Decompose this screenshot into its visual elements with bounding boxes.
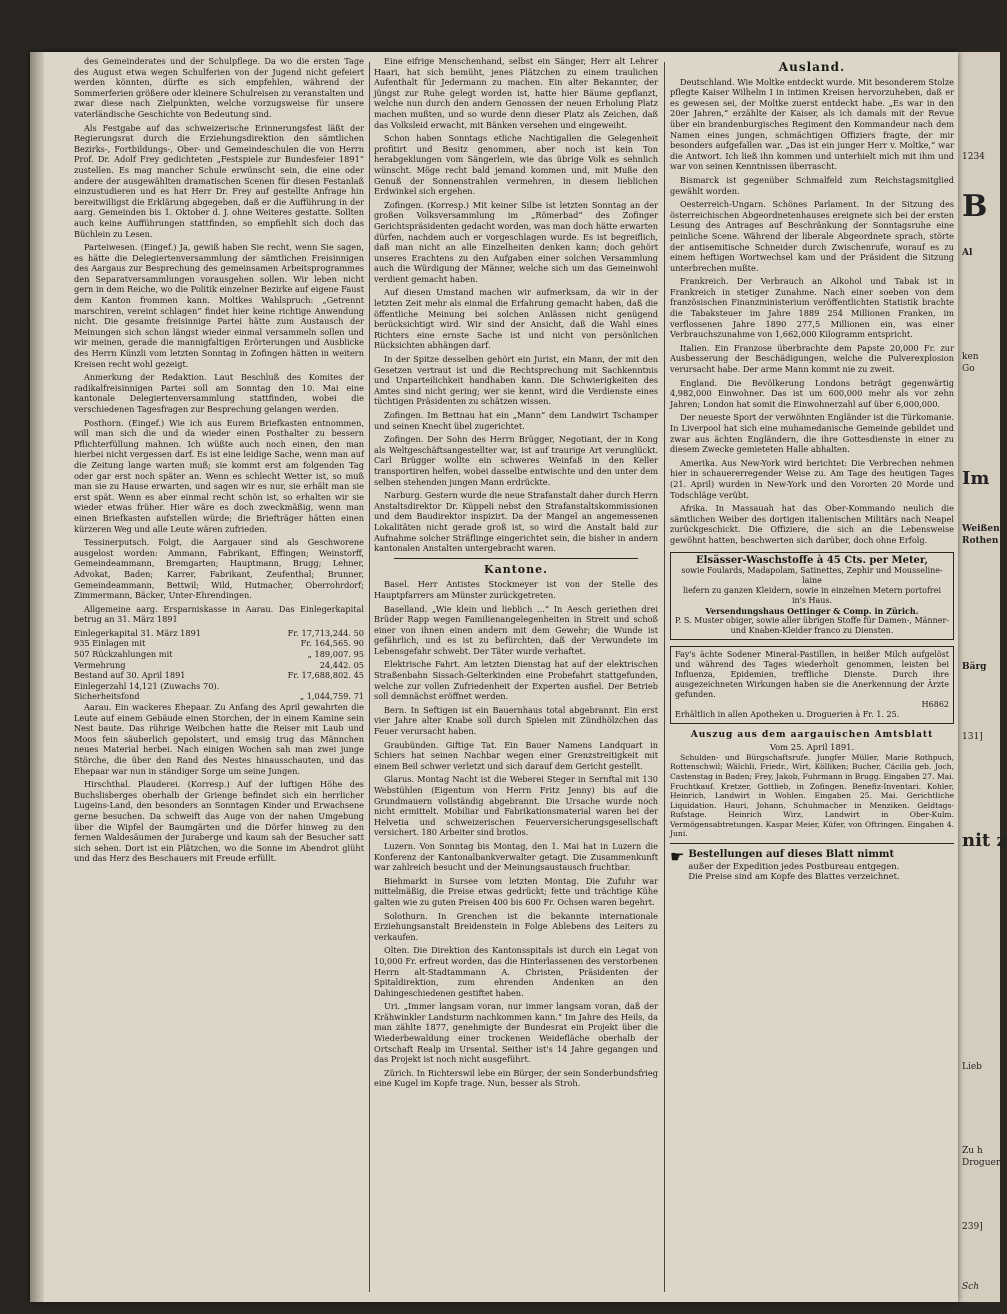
notice-line: außer der Expedition jedes Postbureau entgegen. [688, 860, 900, 871]
adjacent-text: Bärg [962, 662, 987, 672]
adjacent-text: Im [962, 468, 990, 489]
ad-line: sowie Foulards, Madapolam, Satinettes, Zephir und Mousseline-laine [681, 565, 943, 585]
article-paragraph: Glarus. Montag Nacht ist die Weberei Steger in Sernftal mit 130 Webstühlen (Eigentum von Herrn Fritz Jenny) bis auf die Grundmauern vollständig abgebrannt. Die Ursache wurde noch nicht ermittelt. Mobiliar und Fabrikationsmaterial waren bei der Helvetia und schweizerischen Feuerversicherungsgesellschaft versichert. 180 Arbeiter sind brotlos. [374, 774, 658, 838]
column-rule [369, 62, 370, 1292]
adjacent-text: B [962, 189, 988, 224]
article-paragraph: Eine eifrige Menschenhand, selbst ein Sänger, Herr alt Lehrer Haari, hat sich bemüht, jenes Plätzchen zu einem traulichen Aufenthalt für Jedermann zu machen. Ein alter Bekannter, der jüngst zur Ruhe gelegt worden ist, hatte hier Bäume gepflanzt, welche nun durch den andern Genossen der neuen Erholung Platz machen mußten, und so wurde denn dieser Platz als Zeichen, daß das Volksleid erwacht, mit Bänken versehen und eingeweiht. [374, 56, 658, 130]
savings-bank-table [74, 628, 364, 702]
ad-title: Elsässer-Waschstoffe à 45 Cts. per Meter, [696, 554, 928, 566]
article-paragraph: Hirschthal. Plauderei. (Korresp.) Auf der luftigen Höhe des Buchslisberges oberhalb der Grienge befindet sich ein herrlicher Lugeins-Land, den besonders an Sonntagen Kinder und Erwachsene gerne besuchen. Da schweift das Auge von der nahen Umgebung über die Wipfel der Baumgärten und die Dörfer hinweg zu den fernen Waldesäumen der Juraberge und kaum sah der Besucher satt sich sehen. Dort ist ein Plätzchen, wo die Sonne im Abendrot glüht und das Herz des Beschauers mit Freude erfüllt. [74, 779, 364, 864]
article-paragraph: Olten. Die Direktion des Kantonsspitals ist durch ein Legat von 10,000 Fr. erfreut worden, das die Hinterlassenen des verstorbenen Herrn alt-Stadtammann A. Christen, Präsidenten der Spitaldirektion, zum ehrenden Andenken an den Dahingeschiedenen gestiftet haben. [374, 945, 658, 998]
amtsblatt-text: Schulden- und Bürgschaftsrufe. Jungfer Müller, Marie Rothpuch, Rottenschwil; Wälchli, Friedr., Wirt, Kölliken; Bucher, Cäcilia geb. Joch, Castenstag in Baden; Frey, Jakob, Fuhrmann in Brugg. Eingaben 27. Mai. Fruchtkauf. Kretzer, Gottlieb, in Zofingen. Benefiz-Inventari. Kohler, Heinrich, Landwirt in Wohlen. Eingaben 25. Mai. Gerichtliche Liquidation. Hauri, Johann, Schuhmacher in Menziken. Geldtags-Rufstage. Heinrich Wirz, Landwirt in Ober-Kulm. Vermögensabtretungen. Kaspar Meier, Küfer, von Oftringen. Eingaben 4. Juni. [670, 752, 954, 839]
article-paragraph: Amerika. Aus New-York wird berichtet: Die Verbrechen nehmen hier in schauererregender Weise zu. Am Tage des heutigen Tages (21. April) wurden in New-York und den Vororten 20 Morde und Todschläge verübt. [670, 457, 954, 500]
adjacent-text: 239] [962, 1222, 983, 1232]
adjacent-text: Weißen [962, 524, 1000, 534]
article-paragraph: Zürich. In Richterswil lebe ein Bürger, der sein Sonderbundsfrieg eine Kugel im Kopfe trage. Nun, besser als Stroh. [374, 1067, 658, 1089]
article-paragraph: Tessinerputsch. Folgt, die Aargauer sind als Geschworene ausgelost worden: Ammann, Fabrikant, Effingen; Weinstorff, Gemeindeammann, Bremgarten; Hauptmann, Brugg; Lehner, Advokat, Baden; Karrer, Fabrikant, Zeufenthal; Brunner, Gemeindeammann, Bettwil; Wild, Hutmacher, Oberrohrdorf; Zimmermann, Bäcker, Unter-Ehrendingen. [74, 537, 364, 601]
article-paragraph: Zofingen. Der Sohn des Herrn Brügger, Negotiant, der in Kong als Weltgeschäftsangestellter war, ist auf traurige Art verunglückt. Carl Brügger wollte ein schweres Weinfaß in den Keller transportiren helfen, wobei dasselbe entwischte und den unter dem selben stehenden jungen Mann erdrückte. [374, 434, 658, 487]
table-row: Einlegerzahl 14,121 (Zuwachs 70). [74, 680, 220, 691]
article-paragraph: Italien. Ein Franzose überbrachte dem Papste 20,000 Fr. zur Ausbesserung der Beschädigungen, welche die Pulverexplosion verursacht habe. Der arme Mann kommt nie zu zweit. [670, 342, 954, 375]
article-paragraph: England. Die Bevölkerung Londons beträgt gegenwärtig 4,982,000 Einwohner. Das ist um 600,000 mehr als vor zehn Jahren; London hat somit die Einwohnerzahl auf über 6,000,000. [670, 377, 954, 409]
article-paragraph: Als Festgabe auf das schweizerische Erinnerungsfest läßt der Regierungsrat durch die Erziehungsdirektion den sämtlichen Bezirks-, Fortbildungs-, Ober- und Gemeindeschulen die von Herrn Prof. Dr. Adolf Frey gedichteten „Festspiele zur Bundesfeier 1891“ zustellen. Es mag mancher Schule erwünscht sein, die eine oder andere der ausgewählten dramatischen Scenen für diesen Festanlaß einzustudieren und es hat Herr Dr. Frey auf gestellte Anfrage hin bereitwilligst die Erklärung abgegeben, daß er die Aufführung in der aarg. Gemeinden bis 1. Oktober d. J. ohne Weiteres gestatte. Sollten auch keine Aufführungen stattfinden, so empfiehlt sich doch das Büchlein zu Lesen. [74, 122, 364, 239]
page-fold-shadow [30, 52, 44, 1302]
section-heading-ausland: Ausland. [778, 60, 846, 74]
table-row: Einlegerkapital 31. März 1891 Fr. 17,713,244. 50 [74, 627, 364, 638]
table-row: Sicherheitsfond „ 1,044,759. 71 [74, 691, 364, 702]
article-paragraph: Zofingen. (Korresp.) Mit keiner Silbe ist letzten Sonntag an der großen Volksversammlung im „Römerbad“ des Zofinger Gerichtspräsidenten gedacht worden, was man doch hätte erwarten dürfen, nachdem auch er vorgeschlagen wurde. Es ist begreiflich, daß man nicht an alle Einzelheiten denken kann; doch gehört unseres Erachtens zu den Aufgaben einer solchen Versammlung auch die Würdigung der Männer, welche sich um das Gemeinwohl verdient gemacht haben. [374, 199, 658, 284]
article-paragraph: Baselland. „Wie klein und lieblich ...“ In Aesch geriethen drei Brüder Rapp wegen Familienangelegenheiten in Streit und schoß einer von ihnen einen andern mit dem Gewehr; die Wunde ist gefährlich, und es ist zu befürchten, daß der Verwundete im Lebensgefahr schwebt. Der Täter wurde verhaftet. [374, 603, 658, 656]
adjacent-text: 1234 [962, 152, 985, 162]
article-paragraph: In der Spitze desselben gehört ein Jurist, ein Mann, der mit den Gesetzen vertraut ist und die Rechtsprechung mit Sachkenntnis und Unparteilichkeit handhaben kann. Die Schwierigkeiten des Amtes sind nicht gering; wer sie kennt, wird die Verdienste eines tüchtigen Präsidenten zu schätzen wissen. [374, 354, 658, 407]
amtsblatt-title: Auszug aus dem aargauischen Amtsblatt [690, 729, 934, 740]
article-paragraph: Parteiwesen. (Eingef.) Ja, gewiß haben Sie recht, wenn Sie sagen, es hätte die Delegiertenversammlung der sämtlichen Freisinnigen des Aargaus zur Besprechung des gemeinsamen Arbeitsprogrammes den Separatversammlungen vorausgehen sollen. Wir leben nicht gern in dem Reiche, wo die Politik einzelner Bezirke auf eigene Faust dem Kanton frommen kann. Moltkes Wahlspruch: „Getrennt marschiren, vereint schlagen“ findet hier keine richtige Anwendung nicht. Die gesamte freisinnige Partei hätte zum Austausch der Meinungen sich schon längst wieder einmal versammeln sollen und wir meinen, gerade die mannigfaltigen Erörterungen und Ausblicke des Herrn Künzli vom letzten Sonntag in Zofingen hätten in weitern Kreisen recht wohl gezeigt. [74, 242, 364, 369]
notice-line: Die Preise sind am Kopfe des Blattes verzeichnet. [688, 871, 900, 882]
adjacent-text: Al [962, 248, 973, 258]
section-heading-kantone: Kantone. [484, 562, 548, 576]
amtsblatt-date: Vom 25. April 1891. [769, 742, 855, 753]
column-3 [670, 56, 954, 1296]
article-paragraph: Solothurn. In Grenchen ist die bekannte internationale Erziehungsanstalt Breidenstein in Folge Ablebens des Leiters zu verkaufen. [374, 910, 658, 942]
column-rule [664, 62, 665, 1292]
article-paragraph: Basel. Herr Antistes Stockmeyer ist von der Stelle des Hauptpfarrers am Münster zurückgetreten. [374, 579, 658, 600]
advertisement-waschstoffe [670, 552, 954, 640]
article-paragraph: Luzern. Von Sonntag bis Montag, den 1. Mai hat in Luzern die Konferenz der Kantonalbankverwalter getagt. Die Zusammenkunft war zahlreich besucht und der Meinungsaustausch fruchtbar. [374, 840, 658, 873]
article-paragraph: Narburg. Gestern wurde die neue Strafanstalt daher durch Herrn Anstaltsdirektor Dr. Küppeli nebst den Strafanstaltskommissionen und dem Baudirektor inspizirt. Da der Mangel an angemessenen Lokalitäten nicht gerade groß ist, so wird die Anstalt bald zur Aufnahme solcher Sträflinge eingerichtet sein, die bisher in andern kantonalen Anstalten untergebracht waren. [374, 490, 658, 554]
ad-line: Erhältlich in allen Apotheken u. Droguerien à Fr. 1. 25. [675, 709, 900, 719]
article-paragraph: Allgemeine aarg. Ersparniskasse in Aarau. Das Einlegerkapital betrug an 31. März 1891 [74, 603, 364, 625]
article-paragraph: Der neueste Sport der verwöhnten Engländer ist die Türkomanie. In Liverpool hat sich eine muhamedanische Gemeinde gebildet und zwar aus ächten Engländern, die ihre Gottesdienste in einer zu diesem Zwecke gemieteten Halle abhalten. [670, 412, 954, 455]
amtsblatt-excerpt [670, 730, 954, 840]
article-paragraph: Frankreich. Der Verbrauch an Alkohol und Tabak ist in Frankreich in stetiger Zunahme. Nach einer soeben von dem französischen Finanzministerium veröffentlichten Statistik brachte die Tabaksteuer im Jahre 1889 254 Millionen Franken, im verflossenen Jahre 1890 277,5 Millionen ein, was einer Verbrauchszunahme von 1,662,000 Kilogramm entspricht. [670, 276, 954, 340]
adjacent-text: Go [962, 364, 975, 374]
subscription-notice [670, 847, 954, 882]
article-paragraph: des Gemeinderates und der Schulpflege. Da wo die ersten Tage des August etwa wegen Schulferien von der Jugend nicht gefeiert werden könnten, dürfte es sich empfehlen, während der Sommerferien größere oder kleinere Schulreisen zu veranstalten und zwar diese nach Zielpunkten, welche vorzugsweise für unsere vaterländische Geschichte von Bedeutung sind. [74, 56, 364, 119]
article-paragraph: Uri. „Immer langsam voran, nur immer langsam voran, daß der Krähwinkler Landsturm nachkommen kann.“ Im Jahre des Heils, da man zählte 1877, genehmigte der Bundesrat ein Projekt über die Wiederbewaldung einer trockenen Weidefläche oberhalb der Ortschaft Realp im Ursental. Seither ist's 14 Jahre gegangen und das Projekt ist noch nicht ausgeführt. [374, 1001, 658, 1065]
column-2 [374, 56, 658, 1296]
adjacent-text: nit z [962, 830, 1007, 851]
section-divider [394, 558, 638, 559]
adjacent-page-strip [958, 52, 1007, 1302]
article-paragraph: Deutschland. Wie Moltke entdeckt wurde. Mit besonderem Stolze pflegte Kaiser Wilhelm I in intimen Kreisen hervorzuheben, daß er es gewesen sei, der Moltke zuerst entdeckt habe. „Es war in den 20er Jahren,“ erzählte der Kaiser, als ich damals mit der Revue über ein brandenburgisches Regiment den Kommandeur nach dem Namen eines jungen, schmächtigen Offiziers fragte, der mir besonders aufgefallen war. „Das ist ein junger Herr v. Moltke,“ war die Antwort. Ich ließ ihn kommen und unterhielt mich mit ihm und war von seinen Kenntnissen überrascht. [670, 76, 954, 172]
ad-text: Fay's ächte Sodener Mineral-Pastillen, in heißer Milch aufgelöst und während des Tages wiederholt genommen, leisten bei Influenza, Epidemien, treffliche Dienste. Durch ihre ausgezeichneten Wirkungen haben sie die Anerkennung der Ärzte gefunden. [675, 649, 949, 699]
article-paragraph: Bismarck ist gegenüber Schmalfeld zum Reichstagsmitglied gewählt worden. [670, 174, 954, 196]
ad-line: liefern zu ganzen Kleidern, sowie in einzelnen Metern portofrei in's Haus. [682, 585, 942, 605]
editor-note: Anmerkung der Redaktion. Laut Beschluß des Komites der radikalfreisinnigen Partei soll am Sonntag den 10. Mai eine kantonale Delegiertenversammlung stattfinden, wobei die verschiedenen Tagesfragen zur Besprechung gelangen werden. [74, 372, 364, 414]
article-paragraph: Bern. In Seftigen ist ein Bauernhaus total abgebrannt. Ein erst vier Jahre alter Knabe soll durch Spielen mit Zündhölzchen das Feuer verursacht haben. [374, 704, 658, 737]
article-paragraph: Afrika. In Massauah hat das Ober-Kommando neulich die sämtlichen Weiber des dortigen italienischen Militärs nach Neapel zurückgeschickt. Die Offiziere, die sich an die Lebensweise gewöhnt hatten, beschwerten sich darüber, doch ohne Erfolg. [670, 503, 954, 545]
article-paragraph: Zofingen. Im Bettnau hat ein „Mann“ dem Landwirt Tschamper und seinen Knecht übel zugerichtet. [374, 410, 658, 431]
adjacent-text: Lieb [962, 1062, 982, 1072]
adjacent-text: Sch [962, 1282, 980, 1292]
article-paragraph: Elektrische Fahrt. Am letzten Dienstag hat auf der elektrischen Straßenbahn Sissach-Gelterkinden eine Probefahrt stattgefunden, welche zur vollen Zufriedenheit der Experten ausfiel. Der Betrieb soll demnächst eröffnet werden. [374, 659, 658, 702]
article-paragraph: Aarau. Ein wackeres Ehepaar. Zu Anfang des April gewahrten die Leute auf einem Gebäude einen Storchen, der in einem Kamine sein Nest baute. Das rührige Weibchen hatte die Reiser mit Laub und Moos fein säuberlich gepolstert, und emsig trug das Männchen neues Material herbei. Nach einigen Wochen sah man zwei junge Störche, die über den Rand des Nestes hinausschauten, und das Ehepaar war nun in ständiger Sorge um seine Jungen. [74, 702, 364, 776]
adjacent-text: 131] [962, 732, 983, 742]
table-row: 935 Einlagen mit Fr. 164,565. 90 [74, 638, 364, 649]
section-divider [670, 843, 954, 844]
adjacent-text: Droguer [962, 1158, 1001, 1168]
ad-line: P. S. Muster obiger, sowie aller übrigen Stoffe für Damen-, Männer- und Knaben-Kleider franco zu Diensten. [675, 615, 950, 635]
newspaper-page [30, 52, 958, 1302]
table-row: Bestand auf 30. April 1891 Fr. 17,688,802. 45 [74, 670, 364, 681]
table-row: 507 Rückzahlungen mit „ 189,007. 95 [74, 649, 364, 660]
article-paragraph: Oesterreich-Ungarn. Schönes Parlament. In der Sitzung des österreichischen Abgeordnetenhauses ereignete sich bei der ersten Lesung des Antrages auf Beschränkung der Sonntagsruhe eine peinliche Scene. Während der liberale Abgeordnete sprach, störte der antisemitische Schneider durch Zwischenrufe, worauf es zu einem heftigen Wortwechsel kam und der Präsident die Sitzung unterbrechen mußte. [670, 199, 954, 273]
article-paragraph: Biehmarkt in Sursee vom letzten Montag. Die Zufuhr war mittelmäßig, die Preise etwas gedrückt; fette und trächtige Kühe galten wie zu guten Preisen 400 bis 600 Fr. Ochsen waren begehrt. [374, 875, 658, 907]
adjacent-text: Zu h [962, 1146, 983, 1156]
ad-line: Versendungshaus Oettinger & Comp. in Zürich. [705, 605, 919, 616]
article-paragraph: Graubünden. Giftige Tat. Ein Bauer Namens Landquart in Schiers hat seinen Nachbar wegen einer Grenzstreitigkeit mit einem Beil schwer verletzt und sich darauf dem Gericht gestellt. [374, 739, 658, 771]
notice-title: Bestellungen auf dieses Blatt nimmt [688, 849, 895, 861]
ad-code: H6862 [921, 699, 949, 709]
table-row: Vermehrung 24,442. 05 [74, 659, 364, 670]
advertisement-pastillen [670, 646, 954, 724]
column-1 [74, 56, 364, 1296]
adjacent-text: ken [962, 352, 979, 362]
pointing-hand-icon: ☛ [670, 847, 685, 867]
article-paragraph: Auf diesen Umstand machen wir aufmerksam, da wir in der letzten Zeit mehr als einmal die Erfahrung gemacht haben, daß die öffentliche Meinung bei solchen Anlässen nicht genügend berücksichtigt wird. Wir sind der Ansicht, daß die Wahl eines Richters eine ernste Sache ist und nicht von persönlichen Rücksichten abhängen darf. [374, 287, 658, 351]
article-paragraph: Schon haben Sonntags etliche Nachtigallen die Gelegenheit profitirt und Besitz genommen, aber noch ist kein Ton herabgeklungen vom Sängerlein, wie das übrige Volk es sehnlich wünscht. Möge recht bald jemand kommen und, mit Muße den Genuß der Sonnenstrahlen vermehren, in diesem lieblichen Erdwinkel sich ergehen. [374, 133, 658, 197]
adjacent-text: Rothen [962, 536, 999, 546]
article-paragraph: Posthorn. (Eingef.) Wie ich aus Eurem Briefkasten entnommen, will man sich die und da wieder einen Posthalter zu bessern Pflichterfüllung mahnen. Ich wüßte auch noch einen, den man hierbei nicht vergessen darf. Es ist eine leidige Sache, wenn man auf die Zeitung lange warten muß; sie kommt erst am folgenden Tag oder gar erst noch später an. Wenn es schlecht Wetter ist, so muß man sie zu Hause erwarten, und sagen wir es nur, sie erhält man sie erst spät. Wenn es aber einmal recht schön ist, so erhalten wir sie wieder etwas früher. Hier wäre es doch zweckmäßig, wenn man einen Briefkasten aufstellen würde; die Briefträger hätten einen kürzeren Weg und alle Leute wären zufrieden. [74, 417, 364, 534]
